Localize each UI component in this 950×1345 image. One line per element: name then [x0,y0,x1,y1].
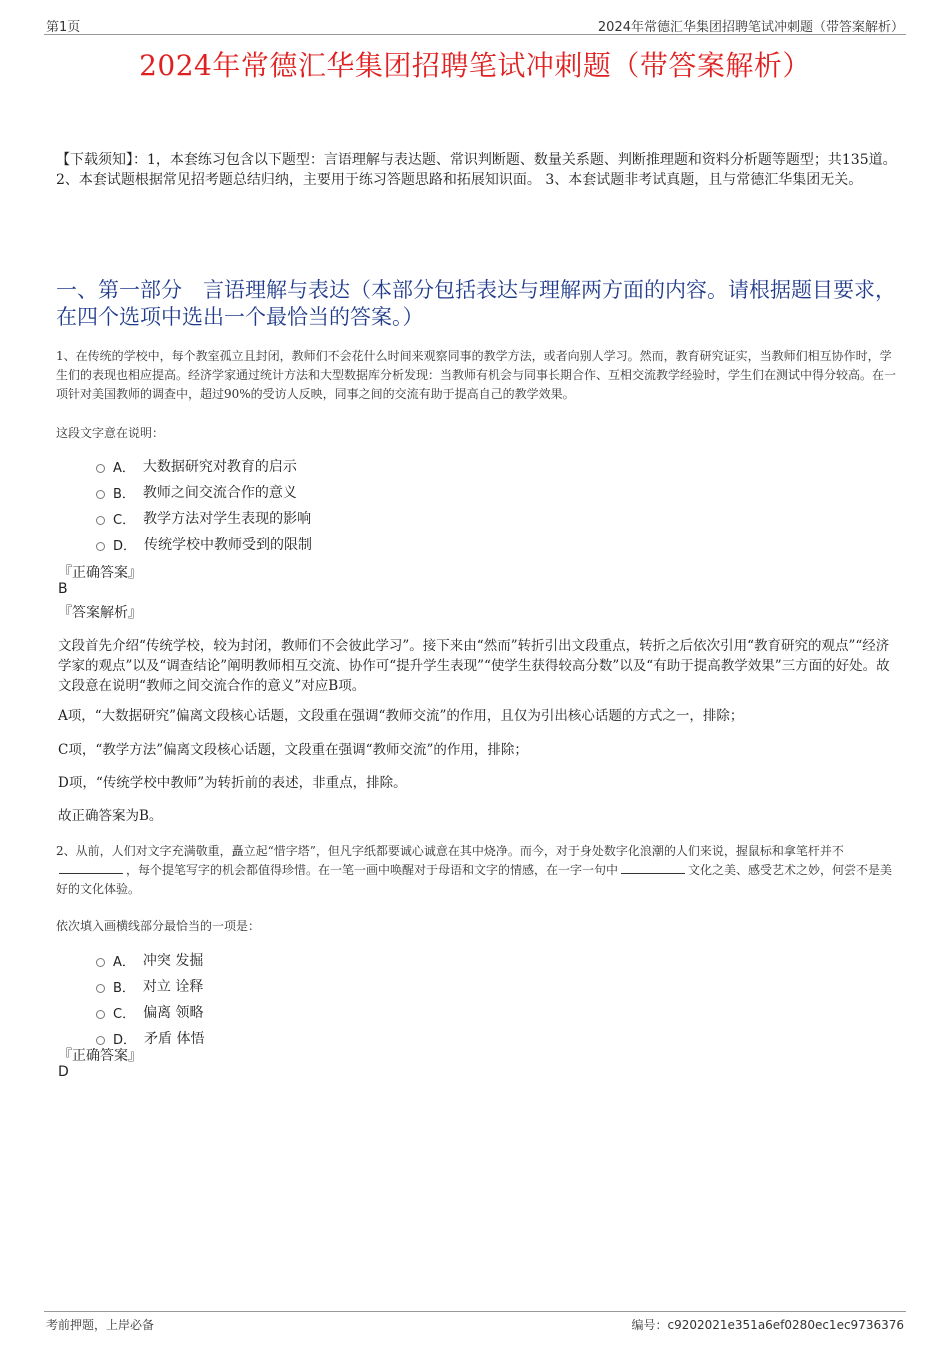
q1-analysis-label: 『答案解析』 [58,605,142,621]
question-1-text: 1、在传统的学校中，每个教室孤立且封闭，教师们不会花什么时间来观察同事的教学方法，或者向别人学习。然而，教育研究证实，当教师们相互协作时，学生们的表现也相应提高。经济学家通过统计方法和大型数据库分析发现：当教师有机会与同事长期合作、互相交流教学经验时，学生们在测试中得分较高。在一项针对美国教师的调查中，超过90%的受访人反映，同事之间的交流有助于提高自己的教学效果。 [56,349,897,401]
question-2-prompt: 依次填入画横线部分最恰当的一项是： [56,919,261,933]
q1-analysis-paragraph: A项，“大数据研究”偏离文段核心话题，文段重在强调“教师交流”的作用，且仅为引出核心话题的方式之一，排除； [58,708,744,724]
footer-slogan: 考前押题，上岸必备 [46,1318,155,1332]
radio-icon[interactable] [96,984,105,993]
radio-icon[interactable] [96,490,105,499]
q2-option-a[interactable]: A． 冲突 发掘 [96,950,203,970]
q1-analysis-paragraph: C项，“教学方法”偏离文段核心话题，文段重在强调“教师交流”的作用，排除； [58,742,528,758]
document-title: 2024年常德汇华集团招聘笔试冲刺题（带答案解析） [139,49,811,82]
radio-icon[interactable] [96,958,105,967]
q2-option-c[interactable]: C． 偏离 领略 [96,1002,204,1022]
download-notice: 【下载须知】：1，本套练习包含以下题型：言语理解与表达题、常识判断题、数量关系题、判断推理题和资料分析题等题型；共135道。 2、本套试题根据常见招考题总结归纳，主要用于练习答题思路和拓展知识面。 3、本套试题非考试真题，且与常德汇华集团无关。 [56,152,897,188]
q1-option-c[interactable]: C． 教学方法对学生表现的影响 [96,508,311,528]
footer-doc-id: 编号：c9202021e351a6ef0280ec1ec9736376 [631,1318,904,1332]
option-text: 偏离 领略 [143,1005,204,1021]
q1-answer-label: 『正确答案』 [58,565,142,581]
section-heading: 一、第一部分 言语理解与表达（本部分包括表达与理解两方面的内容。请根据题目要求，在四个选项中选出一个最恰当的答案。） [56,278,896,329]
fill-blank [59,862,123,874]
option-text: 对立 诠释 [142,979,204,995]
question-2-text: 2、从前，人们对文字充满敬重，矗立起“惜字塔”，但凡字纸都要诚心诚意在其中烧净。而今，对于身处数字化浪潮的人们来说，握鼠标和拿笔杆并不，每个提笔写字的机会都值得珍惜。在一笔一画中唤醒对于母语和文字的情感，在一字一句中 文化之美、感受艺术之妙，何尝不是美好的文化体验。 [56,844,893,896]
page-number: 第1页 [46,20,81,35]
q1-answer: B [58,581,68,597]
fill-blank [621,862,685,874]
q2-answer: D [58,1064,69,1080]
q2-answer-label: 『正确答案』 [58,1048,142,1064]
option-text: 冲突 发掘 [142,953,204,969]
q1-option-a[interactable]: A． 大数据研究对教育的启示 [96,456,297,476]
option-text: 教学方法对学生表现的影响 [143,511,312,527]
q1-option-b[interactable]: B． 教师之间交流合作的意义 [96,482,297,502]
radio-icon[interactable] [96,516,105,525]
q1-analysis-paragraph: 故正确答案为B。 [58,808,163,824]
option-text: 矛盾 体悟 [144,1031,205,1047]
header-doc-title: 2024年常德汇华集团招聘笔试冲刺题（带答案解析） [597,20,904,35]
q1-analysis-paragraph: D项，“传统学校中教师”为转折前的表述，非重点，排除。 [58,775,407,791]
radio-icon[interactable] [96,542,105,551]
option-text: 传统学校中教师受到的限制 [144,537,313,553]
radio-icon[interactable] [96,464,105,473]
footer-divider [44,1311,906,1312]
radio-icon[interactable] [96,1010,105,1019]
q1-analysis-paragraph: 文段首先介绍“传统学校，较为封闭，教师们不会彼此学习”。接下来由“然而”转折引出文段重点，转折之后依次引用“教育研究的观点”“经济学家的观点”以及“调查结论”阐明教师相互交流、协作可“提升学生表现”“使学生获得较高分数”以及“有助于提高教学效果”三方面的好处。故文段意在说明“教师之间交流合作的意义”对应B项。 [58,638,890,694]
header-divider [44,34,906,35]
q1-option-d[interactable]: D． 传统学校中教师受到的限制 [96,534,312,554]
q2-option-b[interactable]: B． 对立 诠释 [96,976,203,996]
option-text: 大数据研究对教育的启示 [142,459,297,475]
radio-icon[interactable] [96,1036,105,1045]
option-text: 教师之间交流合作的意义 [142,485,297,501]
q2-option-d[interactable]: D． 矛盾 体悟 [96,1028,204,1048]
question-1-prompt: 这段文字意在说明： [56,426,165,440]
